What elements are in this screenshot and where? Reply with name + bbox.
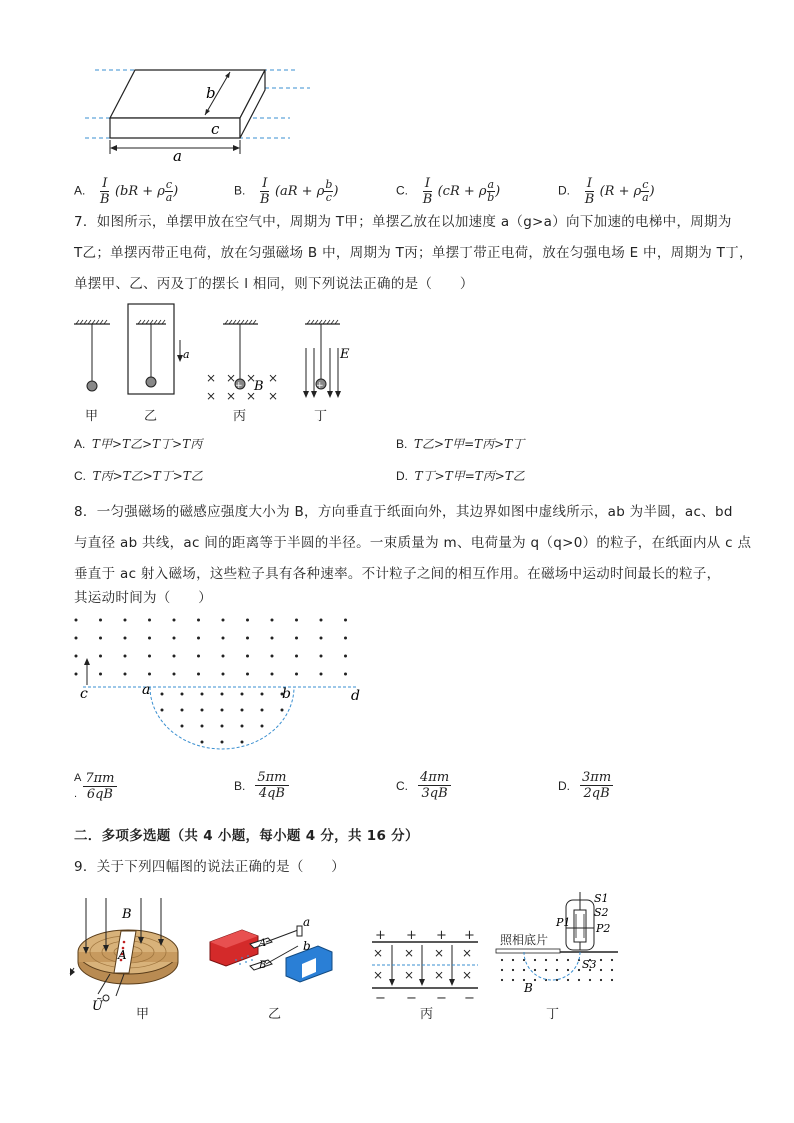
svg-text:+: + [235,381,243,391]
pendulum-bing [206,320,278,403]
field-dot [567,969,569,971]
field-dot [600,959,602,961]
field-dot [295,619,298,622]
label-P2: P2 [596,922,611,935]
q6-option-d[interactable]: D. $\frac{I}{B}$ (R + ρ $\frac{c}{a}$ ) [558,176,655,207]
label-b: b [282,686,291,702]
field-dot [600,969,602,971]
label-a: a [303,915,311,929]
field-dot [99,655,102,658]
svg-text:−: − [375,991,386,1005]
field-dots [75,619,348,744]
field-dot [222,655,225,658]
q7-stem-line3: 单摆甲、乙、丙及丁的摆长 l 相同，则下列说法正确的是（ ） [74,276,474,292]
q8-stem-line4: 其运动时间为（ ） [74,590,212,606]
field-dot [556,959,558,961]
field-dot [556,979,558,981]
field-dot [197,619,200,622]
svg-text:+: + [436,928,447,943]
field-dot [344,655,347,658]
q7-caption-bing: 丙 [233,409,247,424]
field-dot [578,969,580,971]
field-dot [567,959,569,961]
field-dot [320,673,323,676]
field-dot [124,637,127,640]
field-dot [261,725,264,728]
label-plate-A: A [259,938,267,949]
q9-stem: 9．关于下列四幅图的说法正确的是（ ） [74,859,346,875]
label-b: b [206,84,216,102]
section2-heading: 二．多项多选题（共 4 小题，每小题 4 分，共 16 分） [74,828,419,844]
field-dot [523,969,525,971]
q8-option-d[interactable]: D. $\frac{3\pi m}{2qB}$ [558,770,612,801]
field-dot [201,693,204,696]
field-dot [201,741,204,744]
pendulum-yi [128,304,190,394]
field-dot [124,673,127,676]
q7-option-a[interactable]: A. T甲>T乙>T丁>T丙 [74,437,203,451]
label-plate-B: B [259,960,267,971]
q8-magnetic-field-figure [68,612,368,754]
svg-text:×: × [404,968,415,982]
pendulum-jia [74,320,110,391]
svg-text:×: × [206,389,217,403]
q8-stem-line3: 垂直于 ac 射入磁场，这些粒子具有各种速率。不计粒子之间的相互作用。在磁场中运动时间最长的粒子， [74,566,721,582]
field-dot [246,655,249,658]
q7-caption-ding: 丁 [314,409,328,424]
q7-option-c[interactable]: C. T丙>T乙>T丁>T乙 [74,469,203,483]
label-accel-a: a [183,348,190,361]
label-S2: S2 [594,906,609,919]
field-dot [600,979,602,981]
field-dot [344,673,347,676]
field-dot [241,693,244,696]
field-dot [197,637,200,640]
field-dot [241,725,244,728]
field-dot [545,969,547,971]
q9-figure-jia [66,892,186,1012]
field-dot [589,979,591,981]
field-dot [512,969,514,971]
label-b: b [303,939,311,953]
field-dot [181,709,184,712]
q8-stem-line2: 与直径 ab 共线，ac 间的距离等于半圆的半径。一束质量为 m、电荷量为 q（q>0）的粒子，在纸面内从 c 点 [74,535,752,551]
field-dot [161,709,164,712]
field-dot [611,959,613,961]
svg-text:×: × [373,968,384,982]
q8-option-c[interactable]: C. $\frac{4\pi m}{3qB}$ [396,770,450,801]
field-dot [75,655,78,658]
svg-text:×: × [434,946,445,960]
field-dot [148,637,151,640]
q7-stem-line1: 7．如图所示，单摆甲放在空气中，周期为 T甲；单摆乙放在以加速度 a（g>a）向下加速的电梯中，周期为 [74,214,732,230]
q9-figure-yi [206,912,346,992]
q9-film-label: 照相底片 [500,933,549,947]
field-dot [124,619,127,622]
label-B: B [122,907,132,922]
svg-text:×: × [206,371,217,385]
q6-block-figure [80,58,320,163]
field-dot [246,637,249,640]
q6-option-c[interactable]: C. $\frac{I}{B}$ (cR + ρ $\frac{a}{b}$ ) [396,176,501,207]
field-dot [124,655,127,658]
field-dot [161,693,164,696]
label-a: a [142,682,151,698]
svg-text:×: × [373,946,384,960]
label-a: a [173,147,182,163]
field-dot [501,959,503,961]
field-dot [261,709,264,712]
q8-stem-line1: 8．一匀强磁场的磁感应强度大小为 B，方向垂直于纸面向外，其边界如图中虚线所示，ab 为半圆，ac、bd [74,504,733,520]
label-field-B: B [254,379,264,394]
field-dot [173,673,176,676]
field-dot [148,619,151,622]
label-c: c [211,120,220,138]
field-dot [271,619,274,622]
field-dot [222,673,225,676]
svg-text:+: + [406,928,417,943]
field-dot [501,979,503,981]
field-dot [221,725,224,728]
field-dot [281,709,284,712]
q9-figure-bing [370,925,480,1005]
q7-option-b[interactable]: B. T乙>T甲=T丙>T丁 [396,437,525,451]
svg-text:×: × [404,946,415,960]
label-S3: S3 [582,958,597,971]
svg-text:×: × [246,389,257,403]
label-d: d [351,688,360,704]
field-dot [261,693,264,696]
q9-figure-ding [494,892,624,1004]
field-dot [512,959,514,961]
field-dot [295,637,298,640]
field-dot [611,979,613,981]
q9-caption-bing: 丙 [420,1007,434,1022]
svg-text:−: − [436,991,447,1005]
field-dot [295,673,298,676]
field-dot [197,673,200,676]
field-dot [246,619,249,622]
svg-text:+: + [375,928,386,943]
label-c: c [80,686,88,702]
field-dot [344,619,347,622]
q9-caption-jia: 甲 [136,1007,150,1022]
svg-text:×: × [246,371,257,385]
q9-caption-yi: 乙 [268,1007,282,1022]
svg-text:×: × [226,371,237,385]
svg-text:+: + [316,381,324,391]
svg-text:×: × [268,389,279,403]
field-dot [320,637,323,640]
svg-text:+: + [464,928,475,943]
q8-option-b[interactable]: B. $\frac{5\pi m}{4qB}$ [234,770,287,801]
field-dot [271,655,274,658]
label-P1: P1 [556,916,571,929]
field-dot [173,637,176,640]
field-dot [534,979,536,981]
label-S: S [304,963,314,978]
field-dot [246,673,249,676]
label-field-E: E [340,347,350,362]
svg-text:−: − [406,991,417,1005]
svg-text:×: × [434,968,445,982]
q7-caption-jia: 甲 [85,409,99,424]
label-S1: S1 [594,892,609,905]
field-dot [241,741,244,744]
field-dot [201,725,204,728]
field-dot [512,979,514,981]
q9-caption-ding: 丁 [546,1007,560,1022]
field-dot [148,673,151,676]
q7-caption-yi: 乙 [144,409,158,424]
field-dot [241,709,244,712]
pendulum-ding [303,320,350,398]
field-dot [320,619,323,622]
field-dot [556,969,558,971]
label-U: Ũ [92,999,103,1012]
q6-option-b[interactable]: B. $\frac{I}{B}$ (aR + ρ $\frac{b}{c}$ ) [234,176,339,207]
field-dot [320,655,323,658]
svg-text:×: × [462,946,473,960]
svg-text:×: × [268,371,279,385]
field-dot [222,619,225,622]
field-dot [501,969,503,971]
field-dot [295,655,298,658]
field-dot [99,619,102,622]
q7-stem-line2: T乙；单摆丙带正电荷，放在匀强磁场 B 中，周期为 T丙；单摆丁带正电荷，放在匀强电场 E 中，周期为 T丁， [74,245,753,261]
svg-text:×: × [462,968,473,982]
field-dot [99,673,102,676]
q8-options [74,766,774,812]
field-dot [148,655,151,658]
field-dot [534,959,536,961]
field-dot [197,655,200,658]
field-dot [173,655,176,658]
field-dot [221,693,224,696]
field-dot [75,637,78,640]
field-dot [578,979,580,981]
label-A: A [118,948,127,962]
label-Bd: B [524,981,533,995]
field-dot [534,969,536,971]
field-dot [221,741,224,744]
field-dot [75,619,78,622]
q8-option-a[interactable]: A . $\frac{7\pi m}{6qB}$ [74,770,115,802]
field-dot [545,959,547,961]
field-dot [271,673,274,676]
field-dot [271,637,274,640]
q6-option-a[interactable]: A. $\frac{I}{B}$ (bR + ρ $\frac{c}{a}$ ) [74,176,179,207]
field-dot [344,637,347,640]
field-dot [173,619,176,622]
q6-options [74,164,774,206]
field-dot [611,969,613,971]
svg-text:×: × [226,389,237,403]
field-dot [181,693,184,696]
field-dot [201,709,204,712]
svg-text:−: − [464,991,475,1005]
field-dot [567,979,569,981]
field-dot [99,637,102,640]
field-dot [75,673,78,676]
field-dot [222,637,225,640]
field-dot [221,709,224,712]
field-dot [181,725,184,728]
q7-option-d[interactable]: D. T丁>T甲=T丙>T乙 [396,469,525,483]
